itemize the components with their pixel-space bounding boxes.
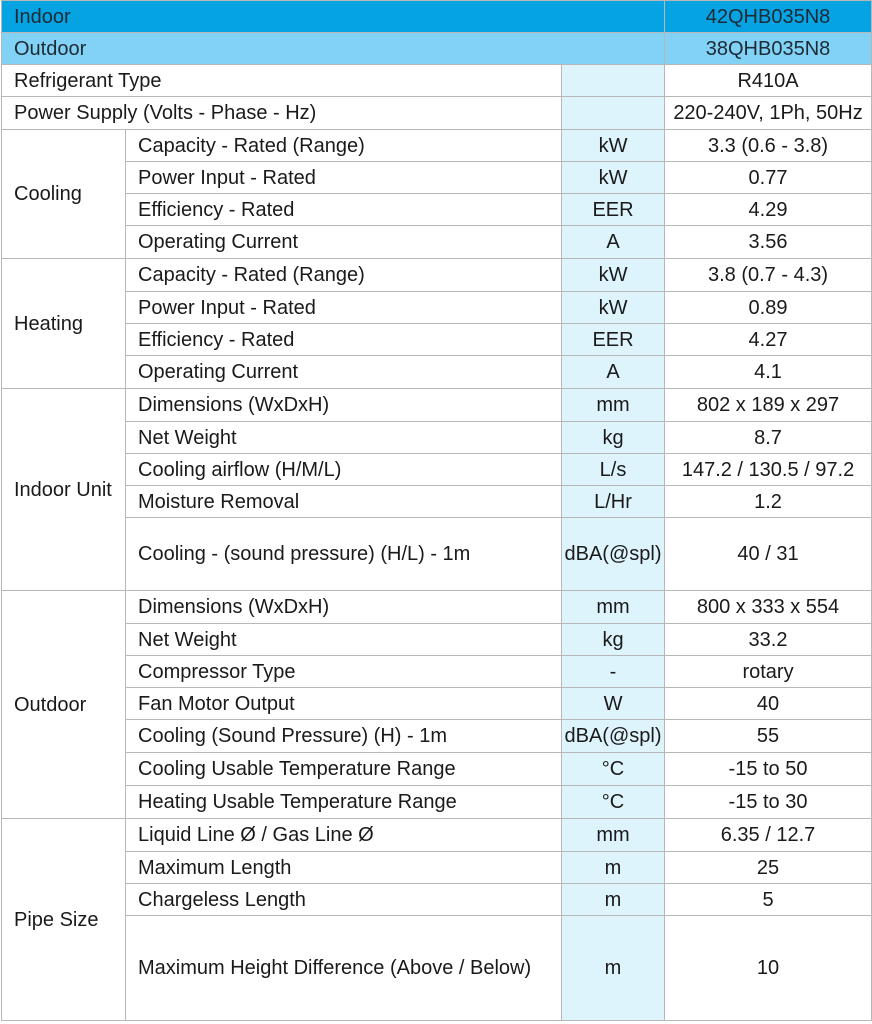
indoor-model: 42QHB035N8: [665, 1, 872, 33]
unit-cell: EER: [562, 324, 665, 356]
parameter-name: Maximum Length: [126, 852, 562, 884]
group-label: Heating: [2, 259, 126, 389]
value-cell: 0.77: [665, 162, 872, 194]
spec-row: [2, 656, 872, 688]
unit-cell: L/s: [562, 454, 665, 486]
unit-cell: A: [562, 226, 665, 259]
parameter-name: Power Input - Rated: [126, 162, 562, 194]
unit-cell: kW: [562, 259, 665, 292]
parameter-name: Net Weight: [126, 422, 562, 454]
refrigerant-unit: [562, 65, 665, 97]
unit-cell: A: [562, 356, 665, 389]
group-label: Outdoor: [2, 591, 126, 819]
header-row-indoor: [2, 1, 872, 33]
parameter-name: Capacity - Rated (Range): [126, 130, 562, 162]
unit-cell: dBA(@spl): [562, 518, 665, 591]
parameter-name: Maximum Height Difference (Above / Below): [126, 916, 562, 1021]
value-cell: 147.2 / 130.5 / 97.2: [665, 454, 872, 486]
power-supply-value: 220-240V, 1Ph, 50Hz: [665, 97, 872, 130]
value-cell: 8.7: [665, 422, 872, 454]
spec-row: [2, 884, 872, 916]
spec-row: [2, 162, 872, 194]
parameter-name: Cooling - (sound pressure) (H/L) - 1m: [126, 518, 562, 591]
value-cell: 1.2: [665, 486, 872, 518]
spec-row: [2, 916, 872, 1021]
spec-row: [2, 226, 872, 259]
parameter-name: Efficiency - Rated: [126, 194, 562, 226]
parameter-name: Cooling airflow (H/M/L): [126, 454, 562, 486]
spec-row: [2, 624, 872, 656]
parameter-name: Cooling Usable Temperature Range: [126, 753, 562, 786]
parameter-name: Liquid Line Ø / Gas Line Ø: [126, 819, 562, 852]
value-cell: 5: [665, 884, 872, 916]
value-cell: 40: [665, 688, 872, 720]
unit-cell: kW: [562, 130, 665, 162]
group-label: Indoor Unit: [2, 389, 126, 591]
group-label: Cooling: [2, 130, 126, 259]
refrigerant-value: R410A: [665, 65, 872, 97]
unit-cell: dBA(@spl): [562, 720, 665, 753]
value-cell: 33.2: [665, 624, 872, 656]
value-cell: 4.29: [665, 194, 872, 226]
spec-row: [2, 486, 872, 518]
value-cell: 800 x 333 x 554: [665, 591, 872, 624]
parameter-name: Operating Current: [126, 226, 562, 259]
value-cell: 4.27: [665, 324, 872, 356]
value-cell: 0.89: [665, 292, 872, 324]
spec-row: [2, 259, 872, 292]
parameter-name: Dimensions (WxDxH): [126, 591, 562, 624]
value-cell: 802 x 189 x 297: [665, 389, 872, 422]
value-cell: 25: [665, 852, 872, 884]
value-cell: 40 / 31: [665, 518, 872, 591]
spec-row: [2, 786, 872, 819]
group-label: Pipe Size: [2, 819, 126, 1021]
spec-row: [2, 194, 872, 226]
spec-row: [2, 753, 872, 786]
unit-cell: °C: [562, 753, 665, 786]
spec-table: [1, 0, 872, 1021]
unit-cell: kg: [562, 624, 665, 656]
parameter-name: Chargeless Length: [126, 884, 562, 916]
spec-row: [2, 389, 872, 422]
header-row-outdoor: [2, 33, 872, 65]
value-cell: -15 to 30: [665, 786, 872, 819]
unit-cell: mm: [562, 389, 665, 422]
unit-cell: -: [562, 656, 665, 688]
value-cell: 3.8 (0.7 - 4.3): [665, 259, 872, 292]
unit-cell: W: [562, 688, 665, 720]
parameter-name: Compressor Type: [126, 656, 562, 688]
unit-cell: mm: [562, 819, 665, 852]
parameter-name: Dimensions (WxDxH): [126, 389, 562, 422]
parameter-name: Efficiency - Rated: [126, 324, 562, 356]
spec-row: [2, 130, 872, 162]
spec-row: [2, 819, 872, 852]
parameter-name: Capacity - Rated (Range): [126, 259, 562, 292]
spec-row: [2, 720, 872, 753]
unit-cell: EER: [562, 194, 665, 226]
refrigerant-label: Refrigerant Type: [2, 65, 562, 97]
value-cell: 6.35 / 12.7: [665, 819, 872, 852]
refrigerant-row: [2, 65, 872, 97]
unit-cell: m: [562, 916, 665, 1021]
value-cell: 4.1: [665, 356, 872, 389]
value-cell: 10: [665, 916, 872, 1021]
parameter-name: Cooling (Sound Pressure) (H) - 1m: [126, 720, 562, 753]
parameter-name: Heating Usable Temperature Range: [126, 786, 562, 819]
parameter-name: Operating Current: [126, 356, 562, 389]
value-cell: rotary: [665, 656, 872, 688]
outdoor-label: Outdoor: [2, 33, 665, 65]
value-cell: 55: [665, 720, 872, 753]
value-cell: 3.56: [665, 226, 872, 259]
spec-row: [2, 688, 872, 720]
unit-cell: kW: [562, 292, 665, 324]
parameter-name: Net Weight: [126, 624, 562, 656]
spec-row: [2, 852, 872, 884]
spec-row: [2, 324, 872, 356]
unit-cell: kW: [562, 162, 665, 194]
value-cell: 3.3 (0.6 - 3.8): [665, 130, 872, 162]
spec-row: [2, 454, 872, 486]
parameter-name: Fan Motor Output: [126, 688, 562, 720]
outdoor-model: 38QHB035N8: [665, 33, 872, 65]
unit-cell: °C: [562, 786, 665, 819]
unit-cell: L/Hr: [562, 486, 665, 518]
parameter-name: Moisture Removal: [126, 486, 562, 518]
indoor-label: Indoor: [2, 1, 665, 33]
spec-row: [2, 356, 872, 389]
spec-row: [2, 518, 872, 591]
spec-row: [2, 292, 872, 324]
power-supply-label: Power Supply (Volts - Phase - Hz): [2, 97, 562, 130]
spec-row: [2, 591, 872, 624]
value-cell: -15 to 50: [665, 753, 872, 786]
unit-cell: m: [562, 852, 665, 884]
power-supply-unit: [562, 97, 665, 130]
unit-cell: m: [562, 884, 665, 916]
unit-cell: kg: [562, 422, 665, 454]
parameter-name: Power Input - Rated: [126, 292, 562, 324]
spec-row: [2, 422, 872, 454]
unit-cell: mm: [562, 591, 665, 624]
power-supply-row: [2, 97, 872, 130]
